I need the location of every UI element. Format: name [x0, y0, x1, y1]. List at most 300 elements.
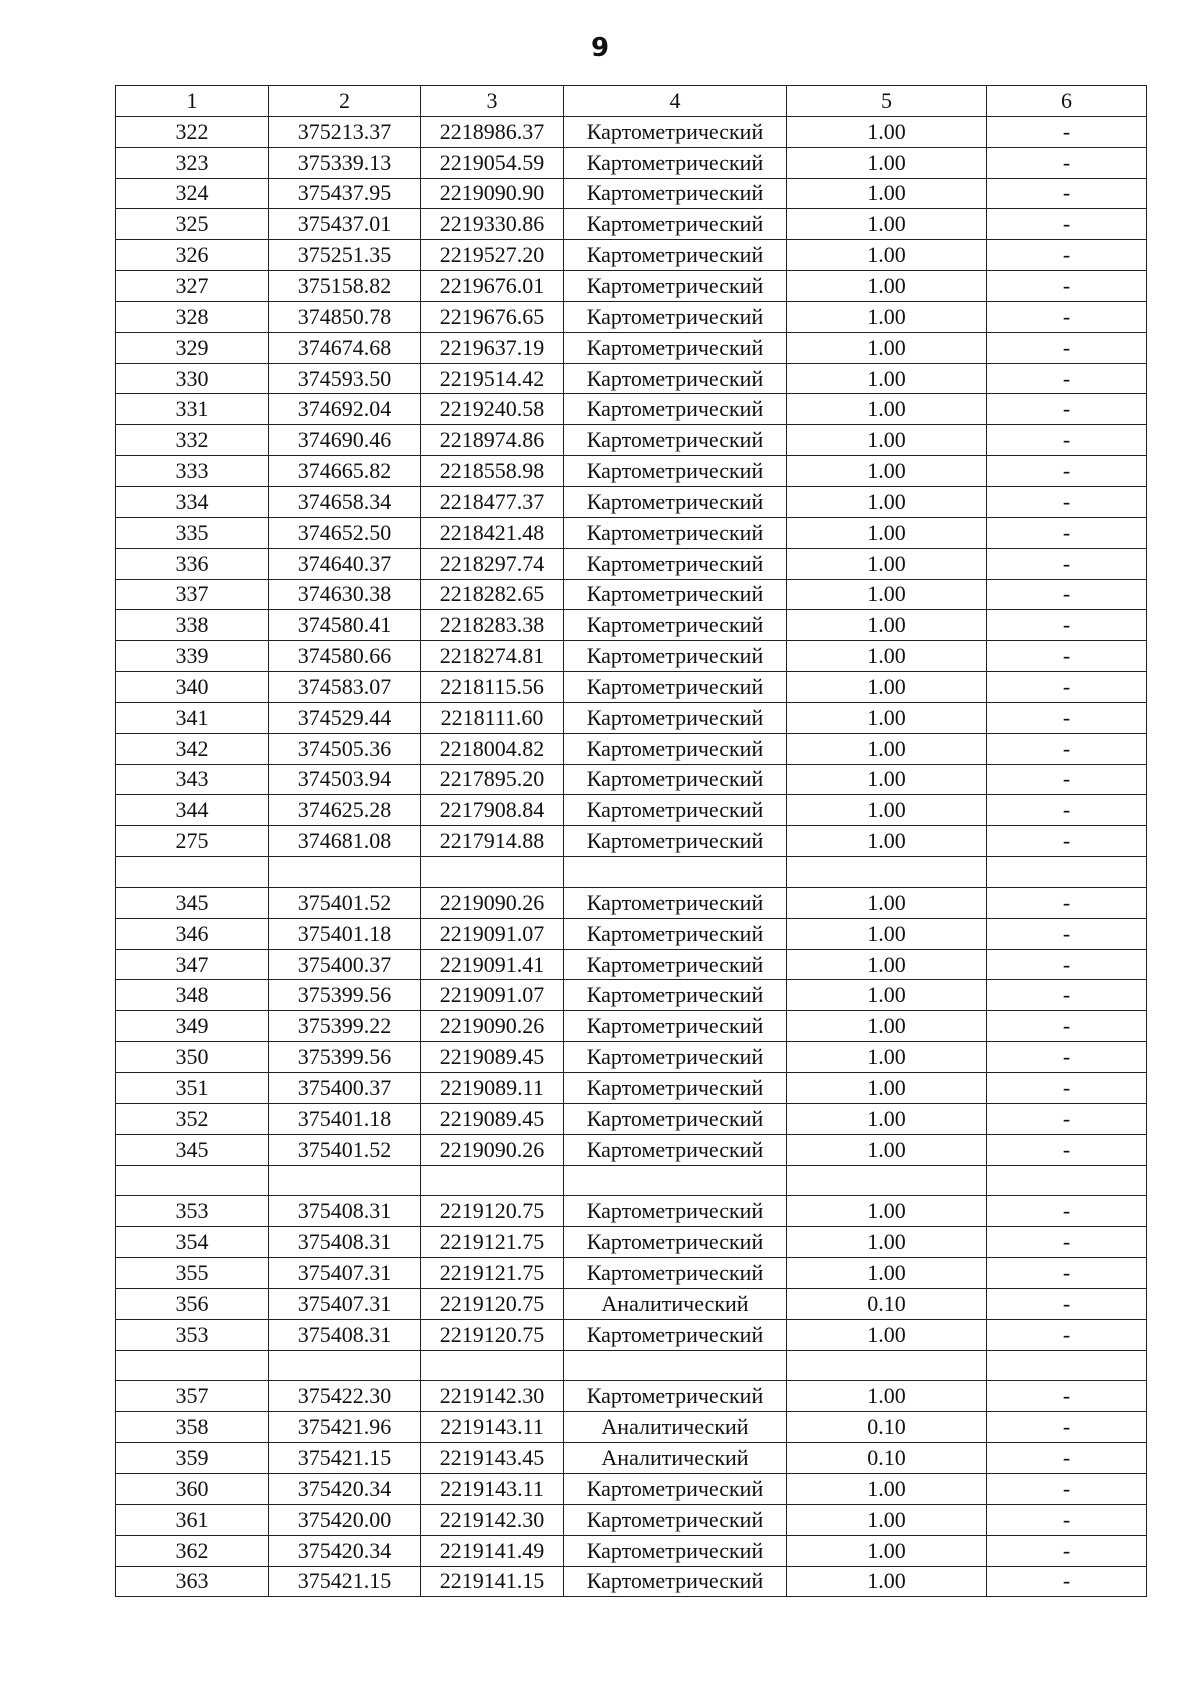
y-coordinate-cell: 2219143.11 [421, 1473, 564, 1504]
point-number-cell: 337 [116, 579, 269, 610]
accuracy-cell: 1.00 [787, 425, 987, 456]
note-cell: - [987, 456, 1147, 487]
x-coordinate-cell: 375400.37 [269, 949, 421, 980]
x-coordinate-cell [269, 857, 421, 888]
x-coordinate-cell: 374580.41 [269, 610, 421, 641]
point-number-cell: 334 [116, 486, 269, 517]
method-cell: Картометрический [564, 672, 787, 703]
x-coordinate-cell: 375401.52 [269, 1134, 421, 1165]
note-cell: - [987, 733, 1147, 764]
x-coordinate-cell: 375407.31 [269, 1288, 421, 1319]
method-cell: Картометрический [564, 1073, 787, 1104]
y-coordinate-cell: 2218421.48 [421, 517, 564, 548]
x-coordinate-cell: 375401.18 [269, 1103, 421, 1134]
method-cell [564, 1350, 787, 1381]
table-row [116, 548, 1147, 579]
y-coordinate-cell: 2218974.86 [421, 425, 564, 456]
x-coordinate-cell: 374681.08 [269, 826, 421, 857]
table-row [116, 240, 1147, 271]
point-number-cell: 332 [116, 425, 269, 456]
table-row [116, 425, 1147, 456]
table-row [116, 887, 1147, 918]
point-number-cell: 322 [116, 116, 269, 147]
point-number-cell: 327 [116, 271, 269, 302]
accuracy-cell: 1.00 [787, 672, 987, 703]
accuracy-cell: 1.00 [787, 301, 987, 332]
y-coordinate-cell: 2219121.75 [421, 1258, 564, 1289]
method-cell: Аналитический [564, 1288, 787, 1319]
y-coordinate-cell: 2218477.37 [421, 486, 564, 517]
table-row [116, 1535, 1147, 1566]
point-number-cell: 363 [116, 1566, 269, 1597]
x-coordinate-cell: 375421.96 [269, 1412, 421, 1443]
x-coordinate-cell: 375251.35 [269, 240, 421, 271]
accuracy-cell: 1.00 [787, 1504, 987, 1535]
y-coordinate-cell [421, 1350, 564, 1381]
point-number-cell: 354 [116, 1227, 269, 1258]
x-coordinate-cell: 375339.13 [269, 147, 421, 178]
x-coordinate-cell: 374850.78 [269, 301, 421, 332]
point-number-cell: 324 [116, 178, 269, 209]
y-coordinate-cell [421, 857, 564, 888]
table-row [116, 1073, 1147, 1104]
accuracy-cell: 1.00 [787, 1196, 987, 1227]
y-coordinate-cell: 2219091.07 [421, 980, 564, 1011]
accuracy-cell: 1.00 [787, 1073, 987, 1104]
accuracy-cell: 1.00 [787, 1566, 987, 1597]
method-cell: Картометрический [564, 1319, 787, 1350]
point-number-cell: 339 [116, 641, 269, 672]
method-cell: Картометрический [564, 980, 787, 1011]
accuracy-cell: 1.00 [787, 733, 987, 764]
y-coordinate-cell: 2219240.58 [421, 394, 564, 425]
note-cell: - [987, 887, 1147, 918]
note-cell: - [987, 1011, 1147, 1042]
x-coordinate-cell: 374640.37 [269, 548, 421, 579]
method-cell: Картометрический [564, 178, 787, 209]
accuracy-cell: 1.00 [787, 271, 987, 302]
note-cell: - [987, 271, 1147, 302]
table-row [116, 1566, 1147, 1597]
y-coordinate-cell: 2219676.65 [421, 301, 564, 332]
point-number-cell: 352 [116, 1103, 269, 1134]
point-number-cell: 356 [116, 1288, 269, 1319]
y-coordinate-cell: 2219091.07 [421, 918, 564, 949]
method-cell: Картометрический [564, 826, 787, 857]
method-cell: Картометрический [564, 394, 787, 425]
table-row [116, 332, 1147, 363]
method-cell: Картометрический [564, 1258, 787, 1289]
y-coordinate-cell: 2218986.37 [421, 116, 564, 147]
table-body [116, 116, 1147, 1597]
y-coordinate-cell: 2219091.41 [421, 949, 564, 980]
table-row [116, 394, 1147, 425]
x-coordinate-cell: 374529.44 [269, 702, 421, 733]
y-coordinate-cell: 2218283.38 [421, 610, 564, 641]
method-cell: Картометрический [564, 1381, 787, 1412]
x-coordinate-cell: 375399.56 [269, 980, 421, 1011]
accuracy-cell: 1.00 [787, 1042, 987, 1073]
note-cell: - [987, 1319, 1147, 1350]
accuracy-cell: 1.00 [787, 1381, 987, 1412]
accuracy-cell [787, 857, 987, 888]
table-row [116, 764, 1147, 795]
y-coordinate-cell: 2217895.20 [421, 764, 564, 795]
y-coordinate-cell: 2219090.26 [421, 1011, 564, 1042]
method-cell: Картометрический [564, 702, 787, 733]
note-cell: - [987, 1412, 1147, 1443]
method-cell: Картометрический [564, 887, 787, 918]
table-row [116, 949, 1147, 980]
accuracy-cell: 1.00 [787, 456, 987, 487]
method-cell: Картометрический [564, 610, 787, 641]
point-number-cell: 351 [116, 1073, 269, 1104]
x-coordinate-cell: 375421.15 [269, 1566, 421, 1597]
y-coordinate-cell: 2218297.74 [421, 548, 564, 579]
point-number-cell: 328 [116, 301, 269, 332]
table-row [116, 1504, 1147, 1535]
table-separator-row [116, 857, 1147, 888]
note-cell: - [987, 1381, 1147, 1412]
point-number-cell: 325 [116, 209, 269, 240]
accuracy-cell: 1.00 [787, 1103, 987, 1134]
x-coordinate-cell: 374692.04 [269, 394, 421, 425]
accuracy-cell: 0.10 [787, 1288, 987, 1319]
x-coordinate-cell: 374583.07 [269, 672, 421, 703]
column-header-6: 6 [987, 86, 1147, 117]
x-coordinate-cell: 375408.31 [269, 1319, 421, 1350]
accuracy-cell: 1.00 [787, 610, 987, 641]
note-cell: - [987, 1227, 1147, 1258]
method-cell: Картометрический [564, 209, 787, 240]
x-coordinate-cell: 375399.56 [269, 1042, 421, 1073]
x-coordinate-cell: 374580.66 [269, 641, 421, 672]
x-coordinate-cell: 375408.31 [269, 1227, 421, 1258]
note-cell: - [987, 1196, 1147, 1227]
table-row [116, 271, 1147, 302]
note-cell [987, 1165, 1147, 1196]
x-coordinate-cell: 374503.94 [269, 764, 421, 795]
x-coordinate-cell: 375400.37 [269, 1073, 421, 1104]
table-row [116, 1103, 1147, 1134]
method-cell: Картометрический [564, 147, 787, 178]
table-row [116, 610, 1147, 641]
note-cell: - [987, 517, 1147, 548]
x-coordinate-cell: 375158.82 [269, 271, 421, 302]
note-cell: - [987, 240, 1147, 271]
point-number-cell: 353 [116, 1319, 269, 1350]
method-cell: Картометрический [564, 764, 787, 795]
method-cell: Картометрический [564, 1504, 787, 1535]
method-cell: Картометрический [564, 733, 787, 764]
note-cell: - [987, 1134, 1147, 1165]
method-cell: Картометрический [564, 918, 787, 949]
method-cell: Аналитический [564, 1412, 787, 1443]
column-header-1: 1 [116, 86, 269, 117]
note-cell: - [987, 1443, 1147, 1474]
y-coordinate-cell: 2219527.20 [421, 240, 564, 271]
note-cell [987, 1350, 1147, 1381]
column-header-3: 3 [421, 86, 564, 117]
accuracy-cell: 1.00 [787, 764, 987, 795]
note-cell [987, 857, 1147, 888]
note-cell: - [987, 918, 1147, 949]
point-number-cell: 350 [116, 1042, 269, 1073]
point-number-cell: 358 [116, 1412, 269, 1443]
note-cell: - [987, 795, 1147, 826]
accuracy-cell: 1.00 [787, 209, 987, 240]
point-number-cell: 343 [116, 764, 269, 795]
y-coordinate-cell [421, 1165, 564, 1196]
accuracy-cell: 0.10 [787, 1412, 987, 1443]
method-cell: Картометрический [564, 1473, 787, 1504]
note-cell: - [987, 764, 1147, 795]
accuracy-cell: 1.00 [787, 178, 987, 209]
x-coordinate-cell: 375408.31 [269, 1196, 421, 1227]
accuracy-cell: 1.00 [787, 949, 987, 980]
x-coordinate-cell: 375401.52 [269, 887, 421, 918]
point-number-cell: 333 [116, 456, 269, 487]
table-row [116, 1443, 1147, 1474]
y-coordinate-cell: 2218274.81 [421, 641, 564, 672]
table-row [116, 1381, 1147, 1412]
accuracy-cell: 1.00 [787, 918, 987, 949]
y-coordinate-cell: 2219089.11 [421, 1073, 564, 1104]
method-cell: Картометрический [564, 548, 787, 579]
y-coordinate-cell: 2219121.75 [421, 1227, 564, 1258]
table-row [116, 579, 1147, 610]
accuracy-cell: 1.00 [787, 394, 987, 425]
x-coordinate-cell: 375422.30 [269, 1381, 421, 1412]
x-coordinate-cell: 374690.46 [269, 425, 421, 456]
y-coordinate-cell: 2219142.30 [421, 1381, 564, 1412]
accuracy-cell: 1.00 [787, 641, 987, 672]
method-cell: Картометрический [564, 332, 787, 363]
column-header-5: 5 [787, 86, 987, 117]
coordinates-table [115, 85, 1147, 1597]
x-coordinate-cell: 374674.68 [269, 332, 421, 363]
table-row [116, 826, 1147, 857]
accuracy-cell: 1.00 [787, 1535, 987, 1566]
y-coordinate-cell: 2218111.60 [421, 702, 564, 733]
method-cell: Картометрический [564, 271, 787, 302]
point-number-cell [116, 1165, 269, 1196]
x-coordinate-cell: 374593.50 [269, 363, 421, 394]
note-cell: - [987, 1566, 1147, 1597]
y-coordinate-cell: 2219141.49 [421, 1535, 564, 1566]
table-row [116, 733, 1147, 764]
note-cell: - [987, 301, 1147, 332]
table-row [116, 1227, 1147, 1258]
accuracy-cell: 0.10 [787, 1443, 987, 1474]
x-coordinate-cell: 375421.15 [269, 1443, 421, 1474]
point-number-cell: 346 [116, 918, 269, 949]
method-cell: Картометрический [564, 1227, 787, 1258]
y-coordinate-cell: 2218004.82 [421, 733, 564, 764]
accuracy-cell: 1.00 [787, 147, 987, 178]
y-coordinate-cell: 2219143.45 [421, 1443, 564, 1474]
x-coordinate-cell [269, 1165, 421, 1196]
table-row [116, 641, 1147, 672]
point-number-cell: 355 [116, 1258, 269, 1289]
table-row [116, 980, 1147, 1011]
point-number-cell [116, 1350, 269, 1381]
accuracy-cell: 1.00 [787, 240, 987, 271]
note-cell: - [987, 486, 1147, 517]
table-row [116, 517, 1147, 548]
table-row [116, 363, 1147, 394]
column-header-2: 2 [269, 86, 421, 117]
table-row [116, 918, 1147, 949]
accuracy-cell: 1.00 [787, 795, 987, 826]
method-cell: Картометрический [564, 1042, 787, 1073]
note-cell: - [987, 1103, 1147, 1134]
x-coordinate-cell: 375213.37 [269, 116, 421, 147]
y-coordinate-cell: 2219090.26 [421, 1134, 564, 1165]
accuracy-cell [787, 1165, 987, 1196]
x-coordinate-cell: 374625.28 [269, 795, 421, 826]
method-cell: Картометрический [564, 486, 787, 517]
y-coordinate-cell: 2219676.01 [421, 271, 564, 302]
method-cell: Картометрический [564, 456, 787, 487]
note-cell: - [987, 394, 1147, 425]
x-coordinate-cell: 375437.95 [269, 178, 421, 209]
y-coordinate-cell: 2218115.56 [421, 672, 564, 703]
note-cell: - [987, 1535, 1147, 1566]
table-row [116, 1258, 1147, 1289]
method-cell: Картометрический [564, 1011, 787, 1042]
point-number-cell: 353 [116, 1196, 269, 1227]
method-cell: Картометрический [564, 949, 787, 980]
note-cell: - [987, 425, 1147, 456]
page-number: 9 [590, 33, 610, 63]
table-row [116, 147, 1147, 178]
point-number-cell [116, 857, 269, 888]
note-cell: - [987, 641, 1147, 672]
note-cell: - [987, 672, 1147, 703]
method-cell: Картометрический [564, 1103, 787, 1134]
method-cell: Картометрический [564, 363, 787, 394]
note-cell: - [987, 1288, 1147, 1319]
accuracy-cell: 1.00 [787, 517, 987, 548]
accuracy-cell: 1.00 [787, 116, 987, 147]
point-number-cell: 329 [116, 332, 269, 363]
note-cell: - [987, 579, 1147, 610]
y-coordinate-cell: 2218558.98 [421, 456, 564, 487]
table-row [116, 1134, 1147, 1165]
point-number-cell: 336 [116, 548, 269, 579]
note-cell: - [987, 980, 1147, 1011]
note-cell: - [987, 1073, 1147, 1104]
accuracy-cell: 1.00 [787, 1011, 987, 1042]
x-coordinate-cell: 374658.34 [269, 486, 421, 517]
accuracy-cell: 1.00 [787, 1319, 987, 1350]
method-cell [564, 857, 787, 888]
table-row [116, 456, 1147, 487]
accuracy-cell: 1.00 [787, 1134, 987, 1165]
note-cell: - [987, 363, 1147, 394]
method-cell [564, 1165, 787, 1196]
table-row [116, 1011, 1147, 1042]
y-coordinate-cell: 2217908.84 [421, 795, 564, 826]
method-cell: Картометрический [564, 1535, 787, 1566]
point-number-cell: 342 [116, 733, 269, 764]
y-coordinate-cell: 2219141.15 [421, 1566, 564, 1597]
table-header-row [116, 86, 1147, 117]
point-number-cell: 362 [116, 1535, 269, 1566]
x-coordinate-cell: 375399.22 [269, 1011, 421, 1042]
note-cell: - [987, 116, 1147, 147]
method-cell: Картометрический [564, 795, 787, 826]
note-cell: - [987, 826, 1147, 857]
y-coordinate-cell: 2219143.11 [421, 1412, 564, 1443]
point-number-cell: 341 [116, 702, 269, 733]
x-coordinate-cell: 374505.36 [269, 733, 421, 764]
point-number-cell: 326 [116, 240, 269, 271]
accuracy-cell: 1.00 [787, 702, 987, 733]
y-coordinate-cell: 2219054.59 [421, 147, 564, 178]
method-cell: Картометрический [564, 641, 787, 672]
point-number-cell: 361 [116, 1504, 269, 1535]
note-cell: - [987, 949, 1147, 980]
table-row [116, 486, 1147, 517]
point-number-cell: 331 [116, 394, 269, 425]
accuracy-cell: 1.00 [787, 980, 987, 1011]
accuracy-cell [787, 1350, 987, 1381]
note-cell: - [987, 1473, 1147, 1504]
method-cell: Картометрический [564, 517, 787, 548]
point-number-cell: 340 [116, 672, 269, 703]
table-row [116, 1412, 1147, 1443]
y-coordinate-cell: 2219330.86 [421, 209, 564, 240]
note-cell: - [987, 548, 1147, 579]
point-number-cell: 357 [116, 1381, 269, 1412]
table-row [116, 301, 1147, 332]
accuracy-cell: 1.00 [787, 1227, 987, 1258]
accuracy-cell: 1.00 [787, 1473, 987, 1504]
note-cell: - [987, 147, 1147, 178]
accuracy-cell: 1.00 [787, 548, 987, 579]
accuracy-cell: 1.00 [787, 363, 987, 394]
table-row [116, 1196, 1147, 1227]
table-row [116, 702, 1147, 733]
table-row [116, 1042, 1147, 1073]
y-coordinate-cell: 2219090.90 [421, 178, 564, 209]
x-coordinate-cell: 375437.01 [269, 209, 421, 240]
point-number-cell: 275 [116, 826, 269, 857]
accuracy-cell: 1.00 [787, 332, 987, 363]
table-row [116, 209, 1147, 240]
accuracy-cell: 1.00 [787, 826, 987, 857]
point-number-cell: 344 [116, 795, 269, 826]
method-cell: Картометрический [564, 116, 787, 147]
point-number-cell: 345 [116, 887, 269, 918]
note-cell: - [987, 1504, 1147, 1535]
accuracy-cell: 1.00 [787, 1258, 987, 1289]
x-coordinate-cell: 375401.18 [269, 918, 421, 949]
point-number-cell: 338 [116, 610, 269, 641]
method-cell: Картометрический [564, 1196, 787, 1227]
y-coordinate-cell: 2219090.26 [421, 887, 564, 918]
x-coordinate-cell [269, 1350, 421, 1381]
note-cell: - [987, 178, 1147, 209]
point-number-cell: 330 [116, 363, 269, 394]
table-row [116, 1473, 1147, 1504]
table-row [116, 1319, 1147, 1350]
note-cell: - [987, 702, 1147, 733]
method-cell: Картометрический [564, 1566, 787, 1597]
table-row [116, 178, 1147, 209]
